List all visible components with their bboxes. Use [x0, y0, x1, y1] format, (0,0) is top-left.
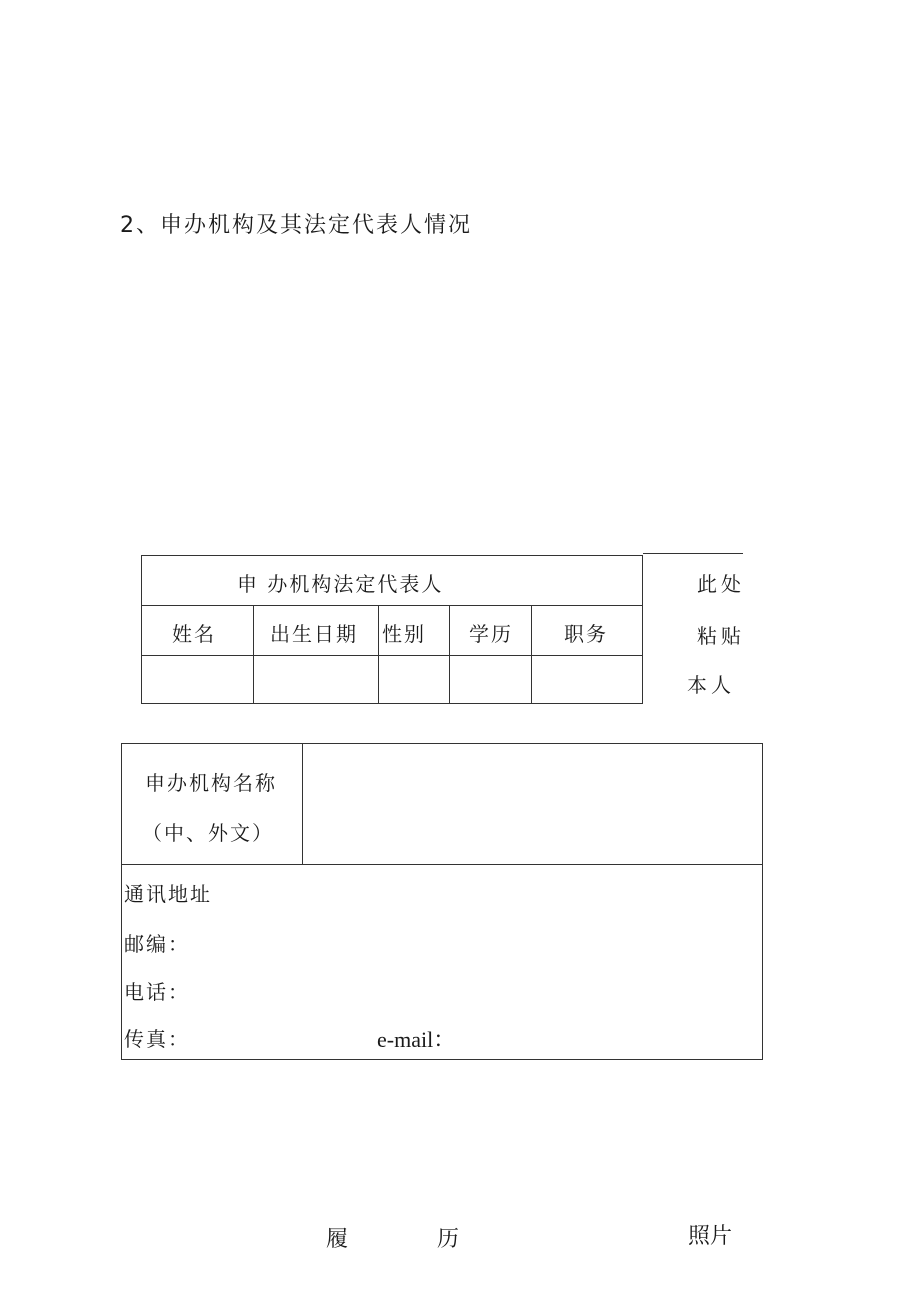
photo-note-line-3: 本人 [687, 673, 735, 697]
column-divider [531, 605, 532, 703]
column-gender: 性别 [382, 622, 426, 646]
section-title: 2、申办机构及其法定代表人情况 [120, 213, 472, 238]
photo-note-line-1: 此处 [697, 572, 745, 596]
table-header-row [142, 556, 642, 606]
table-value-row [142, 655, 642, 703]
column-divider [378, 605, 379, 703]
phone-label: 电话： [124, 980, 190, 1004]
table-header-title: 申 办机构法定代表人 [237, 572, 444, 596]
name-column-divider [302, 744, 303, 864]
column-divider [449, 605, 450, 703]
fax-label: 传真： [124, 1027, 190, 1051]
column-position: 职务 [564, 622, 608, 646]
column-education: 学历 [469, 622, 513, 646]
legal-representative-table [141, 555, 643, 704]
column-divider [253, 605, 254, 703]
org-name-language-label: （中、外文） [142, 821, 274, 845]
table-column-row [142, 605, 642, 656]
row-divider [122, 864, 762, 865]
postcode-label: 邮编： [124, 932, 190, 956]
org-name-label: 申办机构名称 [145, 771, 277, 795]
resume-title-char-1: 履 [326, 1227, 349, 1252]
address-label: 通讯地址 [124, 882, 212, 906]
photo-note-line-2: 粘贴 [697, 624, 745, 648]
email-label: e-mail： [377, 1027, 456, 1052]
column-name: 姓名 [172, 622, 216, 646]
photo-label: 照片 [688, 1224, 733, 1249]
organization-info-table [121, 743, 763, 1060]
photo-area-top-border [643, 553, 743, 554]
resume-title-char-2: 历 [437, 1227, 460, 1252]
column-birth-date: 出生日期 [270, 622, 358, 646]
